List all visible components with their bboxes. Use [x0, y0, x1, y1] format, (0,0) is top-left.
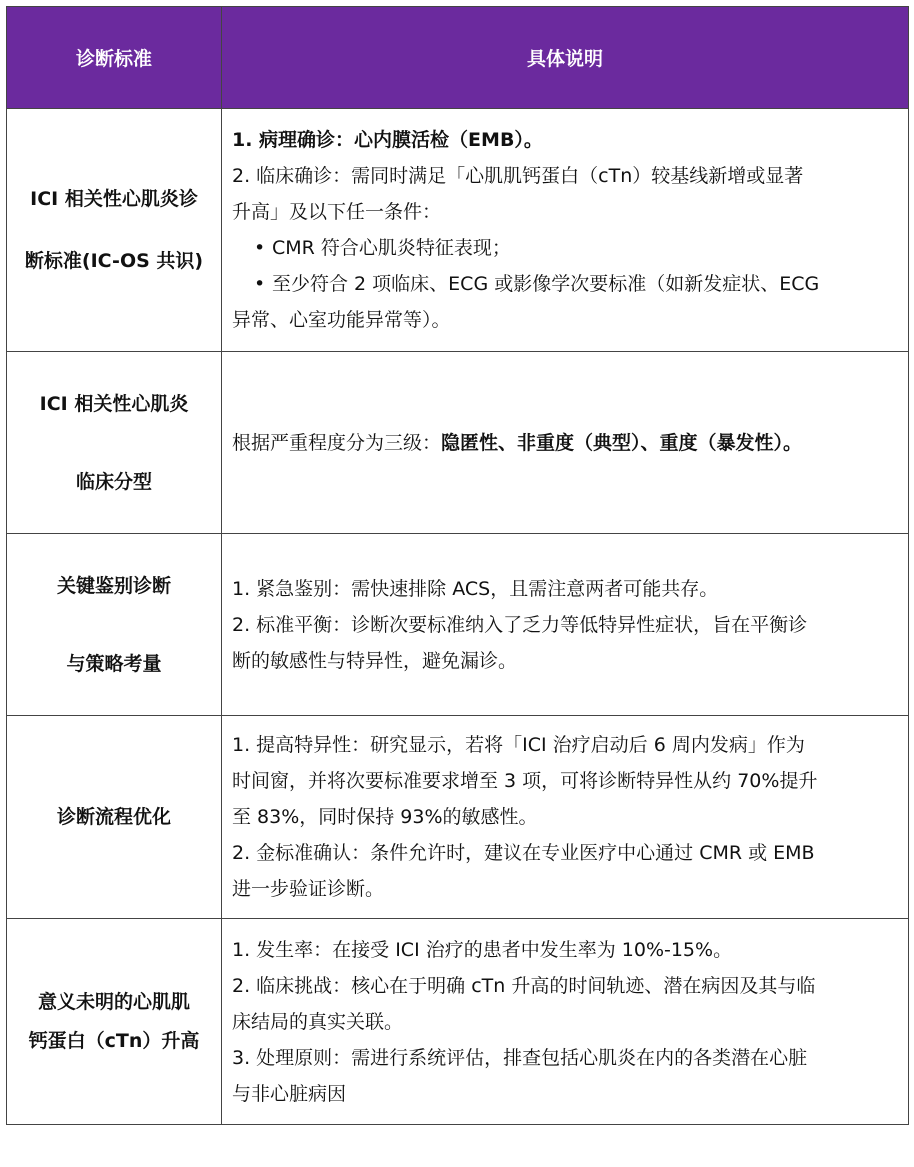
row-content — [222, 352, 909, 534]
row-label — [7, 534, 222, 716]
content-line — [232, 425, 900, 461]
content-line: 断的敏感性与特异性，避免漏诊。 — [232, 649, 518, 672]
content-prefix: 根据严重程度分为三级： — [232, 431, 442, 454]
row-label — [7, 352, 222, 534]
table-row — [7, 534, 909, 716]
content-line: 1. 提高特异性：研究显示，若将「ICI 治疗启动后 6 周内发病」作为 — [232, 734, 805, 756]
content-line: 进一步验证诊断。 — [232, 878, 385, 900]
bullet-icon: • — [254, 273, 266, 295]
content-line: 升高」及以下任一条件： — [232, 201, 442, 223]
header-details: 具体说明 — [222, 7, 909, 109]
content-line: 与非心脏病因 — [232, 1082, 347, 1105]
row-label — [7, 109, 222, 352]
row-content — [222, 919, 909, 1125]
content-line: 2. 临床挑战：核心在于明确 cTn 升高的时间轨迹、潜在病因及其与临 — [232, 974, 816, 997]
table-header-row — [7, 7, 909, 109]
table-row — [7, 919, 909, 1125]
content-line: 1. 紧急鉴别：需快速排除 ACS，且需注意两者可能共存。 — [232, 577, 719, 600]
row-label — [7, 919, 222, 1125]
content-line: 至 83%，同时保持 93%的敏感性。 — [232, 806, 538, 828]
bullet-item — [232, 230, 900, 266]
bullet-text: CMR 符合心肌炎特征表现； — [272, 237, 511, 259]
row-label — [7, 716, 222, 919]
content-line: 3. 处理原则：需进行系统评估，排查包括心肌炎在内的各类潜在心脏 — [232, 1046, 808, 1069]
row-content — [222, 716, 909, 919]
content-line: 2. 标准平衡：诊断次要标准纳入了乏力等低特异性症状，旨在平衡诊 — [232, 613, 808, 636]
row-label-line: 钙蛋白（cTn）升高 — [28, 1029, 200, 1052]
table-row — [7, 352, 909, 534]
content-line: 1. 发生率：在接受 ICI 治疗的患者中发生率为 10%-15%。 — [232, 938, 733, 961]
content-line: 2. 金标准确认：条件允许时，建议在专业医疗中心通过 CMR 或 EMB — [232, 842, 815, 864]
row-content — [222, 534, 909, 716]
content-emphasis: 隐匿性、非重度（典型）、重度（暴发性）。 — [441, 431, 803, 454]
row-label-line: ICI 相关性心肌炎 — [39, 392, 189, 415]
bullet-item — [232, 266, 900, 302]
content-line: 床结局的真实关联。 — [232, 1010, 404, 1033]
content-line: 1. 病理确诊：心内膜活检（EMB）。 — [232, 129, 543, 151]
row-label-line: 临床分型 — [75, 470, 152, 493]
table-row — [7, 109, 909, 352]
header-criteria: 诊断标准 — [7, 7, 222, 109]
table-row — [7, 716, 909, 919]
bullet-text: 至少符合 2 项临床、ECG 或影像学次要标准（如新发症状、ECG — [272, 273, 820, 295]
row-label-line: 断标准(IC-OS 共识) — [24, 250, 204, 272]
bullet-icon: • — [254, 237, 266, 259]
content-line: 异常、心室功能异常等）。 — [232, 309, 451, 331]
row-label-line: 意义未明的心肌肌 — [37, 990, 190, 1013]
content-line: 时间窗，并将次要标准要求增至 3 项，可将诊断特异性从约 70%提升 — [232, 770, 818, 792]
content-line: 2. 临床确诊：需同时满足「心肌肌钙蛋白（cTn）较基线新增或显著 — [232, 165, 804, 187]
row-label-line: ICI 相关性心肌炎诊 — [30, 188, 198, 210]
row-label-line: 关键鉴别诊断 — [56, 574, 171, 597]
row-label-line: 诊断流程优化 — [56, 805, 171, 828]
diagnosis-criteria-table — [6, 6, 909, 1125]
row-label-line: 与策略考量 — [66, 652, 162, 675]
row-content — [222, 109, 909, 352]
